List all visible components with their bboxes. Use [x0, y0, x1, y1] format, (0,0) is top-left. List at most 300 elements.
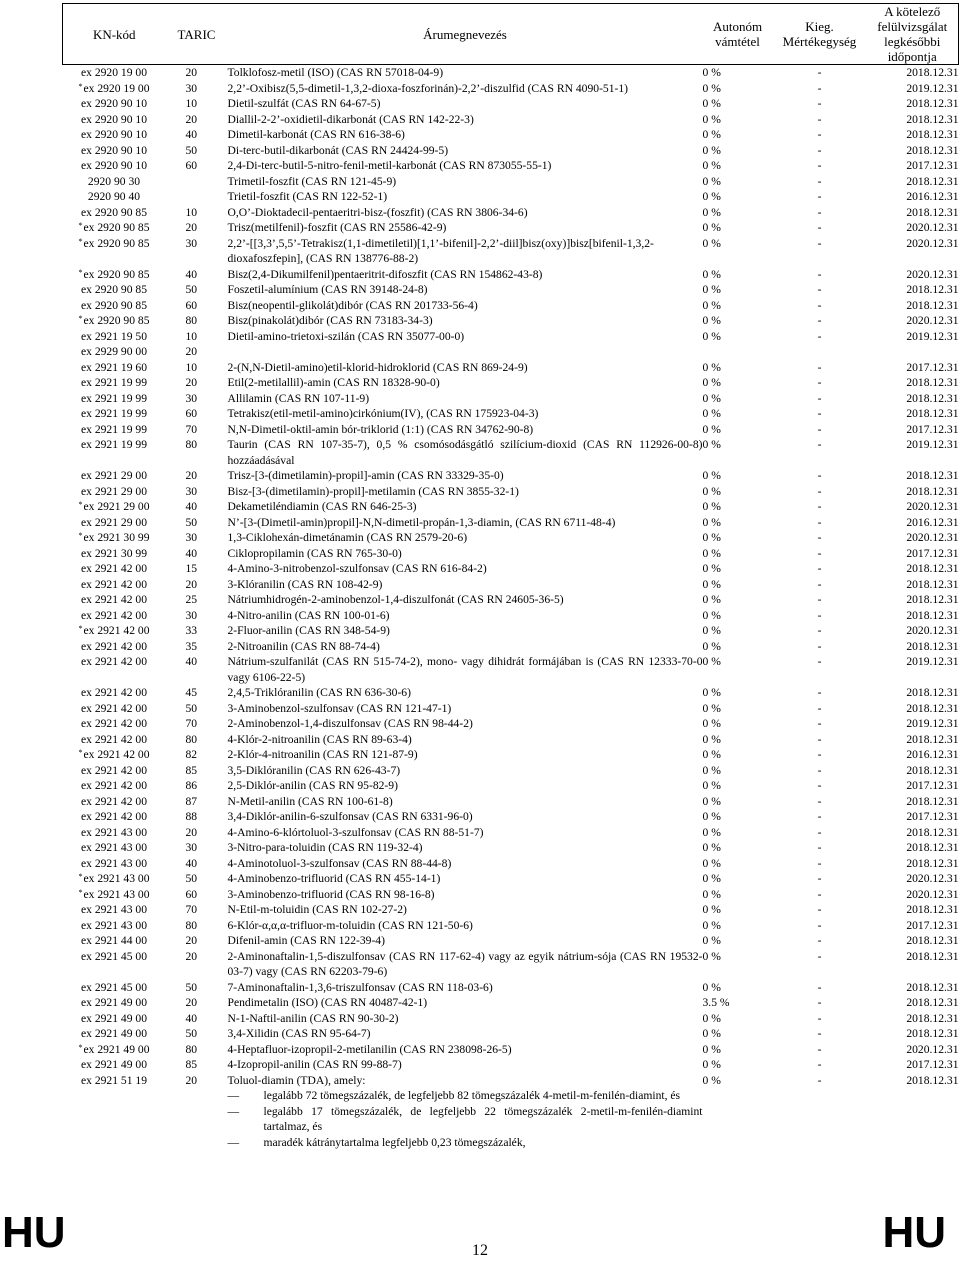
cell-unit: - — [817, 996, 822, 1009]
header-duty: Autonóm vámtétel — [712, 19, 763, 49]
description-text: 4-Amino-6-klórtoluol-3-szulfonsav (CAS RN 88-51-7) — [227, 825, 484, 839]
cell-unit: - — [817, 128, 822, 141]
cell-kn-code — [63, 747, 166, 763]
cell-review-date: 2018.12.31 — [906, 949, 959, 963]
cell-duty: 0 % — [702, 825, 721, 839]
description-text: 4-Amino-3-nitrobenzol-szulfonsav (CAS RN 616-84-2) — [227, 562, 487, 575]
cell-description — [228, 1042, 703, 1058]
cell-taric: 50 — [185, 515, 198, 529]
cell-kn-code — [63, 143, 166, 159]
cell-description — [228, 344, 703, 360]
cell-unit: - — [817, 236, 822, 250]
cell-review-date: 2018.12.31 — [906, 686, 959, 699]
dash-item-text: maradék kátránytartalma legfeljebb 0,23 tömegszázalék, — [263, 1135, 526, 1149]
table-row — [63, 158, 959, 174]
description-text: 2,2’-Oxibisz(5,5-dimetil-1,3,2-dioxa-foszforinán)-2,2’-diszulfid (CAS RN 4090-51-1) — [227, 81, 629, 95]
description-text: N,N-Dimetil-oktil-amin bór-triklorid (1:1) (CAS RN 34762-90-8) — [227, 422, 534, 436]
kn-code-text: ex 2920 19 00 — [80, 66, 147, 79]
cell-review-date: 2020.12.31 — [906, 887, 959, 901]
cell-description — [228, 639, 703, 655]
cell-kn-code — [63, 887, 166, 903]
kn-code-text: ex 2921 42 00 — [80, 562, 147, 575]
kn-code-text: ex 2921 49 00 — [80, 1011, 147, 1025]
kn-code-text: ex 2920 90 85 — [83, 267, 150, 281]
cell-taric: 20 — [185, 996, 198, 1009]
cell-unit: - — [817, 903, 822, 916]
kn-code-text: ex 2921 42 00 — [80, 593, 147, 606]
cell-review-date: 2017.12.31 — [906, 159, 959, 172]
cell-taric: 60 — [185, 298, 198, 312]
cell-kn-code — [63, 639, 166, 655]
cell-taric: 40 — [185, 1011, 198, 1025]
cell-review-date: 2020.12.31 — [906, 500, 959, 513]
header-kn-code: KN-kód — [63, 4, 166, 65]
cell-taric: 50 — [185, 283, 198, 296]
cell-duty: 3.5 % — [702, 996, 730, 1009]
cell-description — [228, 995, 703, 1011]
cell-taric: 25 — [185, 593, 198, 606]
cell-kn-code — [63, 422, 166, 438]
cell-taric: 40 — [185, 267, 198, 281]
kn-code-text: ex 2921 43 00 — [80, 825, 147, 839]
cell-description — [228, 468, 703, 484]
table-row — [63, 871, 959, 887]
description-text: 1,3-Ciklohexán-dimetánamin (CAS RN 2579-20-6) — [227, 531, 468, 544]
cell-taric: 33 — [185, 624, 198, 637]
kn-code-text: ex 2921 49 00 — [80, 1058, 147, 1071]
cell-duty: 0 % — [702, 577, 721, 591]
asterisk-marker: * — [78, 531, 83, 540]
cell-duty: 0 % — [702, 872, 721, 885]
cell-description — [228, 763, 703, 779]
cell-unit: - — [817, 748, 822, 761]
cell-unit: - — [817, 159, 822, 172]
cell-review-date: 2017.12.31 — [906, 810, 959, 823]
cell-taric: 40 — [185, 546, 198, 560]
cell-description — [228, 422, 703, 438]
cell-taric: 35 — [185, 639, 198, 653]
cell-taric: 60 — [185, 407, 198, 420]
table-row — [63, 484, 959, 500]
cell-duty: 0 % — [702, 779, 721, 792]
cell-taric: 80 — [185, 732, 198, 746]
cell-unit: - — [817, 1058, 822, 1071]
cell-review-date: 2018.12.31 — [906, 298, 959, 312]
kn-code-text: ex 2921 42 00 — [80, 686, 147, 699]
cell-description — [228, 608, 703, 624]
cell-duty: 0 % — [702, 376, 721, 389]
cell-kn-code — [63, 902, 166, 918]
cell-description — [228, 701, 703, 717]
cell-review-date: 2018.12.31 — [906, 639, 959, 653]
table-header-row — [63, 4, 959, 65]
table-row — [63, 608, 959, 624]
kn-code-text: ex 2921 42 00 — [80, 577, 147, 591]
table-row — [63, 778, 959, 794]
description-text: Toluol-diamin (TDA), amely: — [227, 1073, 366, 1087]
kn-code-text: 2920 90 30 — [87, 174, 141, 188]
cell-unit: - — [817, 81, 822, 95]
cell-kn-code — [63, 468, 166, 484]
kn-code-text: ex 2921 30 99 — [80, 546, 147, 560]
cell-duty: 0 % — [702, 469, 721, 482]
cell-taric: 80 — [185, 1042, 198, 1056]
cell-taric: 30 — [185, 391, 198, 405]
description-text: Di-terc-butil-dikarbonát (CAS RN 24424-99-5) — [227, 143, 449, 157]
table-row — [63, 701, 959, 717]
cell-taric: 88 — [185, 810, 198, 823]
table-row — [63, 639, 959, 655]
cell-duty: 0 % — [702, 143, 721, 157]
table-row — [63, 685, 959, 701]
table-row — [63, 313, 959, 329]
cell-unit: - — [817, 500, 822, 513]
cell-description — [228, 96, 703, 112]
cell-description — [228, 778, 703, 794]
cell-unit: - — [817, 577, 822, 591]
table-row — [63, 406, 959, 422]
kn-code-text: ex 2921 43 00 — [83, 887, 150, 901]
kn-code-text: ex 2921 45 00 — [80, 949, 147, 963]
cell-kn-code — [63, 205, 166, 221]
asterisk-marker: * — [78, 872, 83, 881]
cell-unit: - — [817, 732, 822, 746]
kn-code-text: ex 2921 49 00 — [80, 1027, 147, 1040]
table-row — [63, 577, 959, 593]
cell-duty: 0 % — [702, 128, 721, 141]
cell-kn-code — [63, 809, 166, 825]
cell-taric: 20 — [185, 1073, 198, 1087]
kn-code-text: ex 2921 43 00 — [80, 903, 147, 916]
table-row — [63, 530, 959, 546]
table-row — [63, 422, 959, 438]
cell-review-date: 2018.12.31 — [906, 701, 959, 715]
cell-description — [228, 1057, 703, 1073]
cell-duty: 0 % — [702, 391, 721, 405]
cell-duty: 0 % — [702, 639, 721, 653]
kn-code-text: ex 2921 19 50 — [80, 329, 147, 343]
cell-taric: 20 — [185, 577, 198, 591]
kn-code-text: ex 2920 90 10 — [80, 143, 147, 157]
cell-kn-code — [63, 406, 166, 422]
cell-taric — [166, 189, 228, 205]
table-row — [63, 561, 959, 577]
kn-code-text: ex 2921 43 00 — [80, 918, 147, 932]
table-row — [63, 1057, 959, 1073]
cell-duty: 0 % — [702, 159, 721, 172]
table-row — [63, 282, 959, 298]
cell-review-date: 2019.12.31 — [906, 81, 959, 95]
cell-kn-code — [63, 561, 166, 577]
kn-code-text: ex 2921 19 99 — [80, 376, 147, 389]
description-text: Dietil-szulfát (CAS RN 64-67-5) — [227, 97, 381, 110]
cell-description — [228, 437, 703, 468]
cell-unit: - — [817, 546, 822, 560]
dash-item-text: legalább 72 tömegszázalék, de legfeljebb 82 tömegszázalék 4-metil-m-fenilén-diamint, és — [263, 1089, 681, 1102]
kn-code-text: ex 2921 43 00 — [80, 841, 147, 854]
cell-description — [228, 158, 703, 174]
cell-kn-code — [63, 1026, 166, 1042]
cell-duty: 0 % — [702, 562, 721, 575]
description-text: 2,2’-[[3,3’,5,5’-Tetrakisz(1,1-dimetiletil)[1,1’-bifenil]-2,2’-diil]bisz(oxy)]bisz[bifenil-1,3,2-dioxafoszfepin], (CAS RN 138776-88-2) — [227, 236, 654, 265]
kn-code-text: ex 2920 90 10 — [80, 128, 147, 141]
cell-duty: 0 % — [702, 174, 721, 188]
description-text: 2-Klór-4-nitroanilin (CAS RN 121-87-9) — [227, 748, 418, 761]
cell-taric: 30 — [185, 484, 198, 498]
description-text: Trimetil-foszfit (CAS RN 121-45-9) — [227, 174, 397, 188]
cell-unit: - — [817, 593, 822, 606]
table-row — [63, 81, 959, 97]
kn-code-text: ex 2921 30 99 — [83, 531, 150, 544]
cell-unit: - — [817, 97, 822, 110]
cell-taric: 50 — [185, 701, 198, 715]
cell-description — [228, 499, 703, 515]
cell-description — [228, 747, 703, 763]
cell-taric: 85 — [185, 763, 198, 777]
cell-review-date: 2020.12.31 — [906, 531, 959, 544]
cell-kn-code — [63, 577, 166, 593]
description-text: 4-Izopropil-anilin (CAS RN 99-88-7) — [227, 1058, 402, 1071]
cell-duty: 0 % — [702, 298, 721, 312]
cell-kn-code — [63, 825, 166, 841]
cell-kn-code — [63, 329, 166, 345]
cell-taric: 15 — [185, 562, 198, 575]
cell-kn-code — [63, 794, 166, 810]
cell-duty: 0 % — [702, 1073, 721, 1087]
dash-bullet: — — [227, 1089, 240, 1102]
cell-unit: - — [817, 66, 822, 79]
cell-description — [228, 1026, 703, 1042]
cell-duty: 0 % — [702, 1027, 721, 1040]
table-row — [63, 329, 959, 345]
kn-code-text: ex 2921 19 60 — [80, 360, 147, 374]
table-row — [63, 468, 959, 484]
kn-code-text: ex 2920 19 00 — [83, 81, 150, 95]
kn-code-text: ex 2920 90 85 — [80, 298, 147, 312]
table-row — [63, 763, 959, 779]
cell-kn-code — [63, 515, 166, 531]
cell-kn-code — [63, 313, 166, 329]
cell-unit: - — [817, 624, 822, 637]
cell-duty: 0 % — [702, 810, 721, 823]
cell-kn-code — [63, 871, 166, 887]
cell-kn-code — [63, 530, 166, 546]
asterisk-marker: * — [78, 748, 83, 757]
asterisk-marker: * — [78, 887, 83, 897]
page-number: 12 — [472, 1242, 488, 1259]
table-row — [63, 499, 959, 515]
table-row — [63, 174, 959, 190]
dash-list-item — [228, 1135, 703, 1151]
cell-duty: 0 % — [702, 686, 721, 699]
cell-description — [228, 530, 703, 546]
table-row — [63, 1011, 959, 1027]
cell-review-date: 2018.12.31 — [906, 794, 959, 808]
cell-taric: 20 — [185, 469, 198, 482]
description-text: Tetrakisz(etil-metil-amino)cirkónium(IV), (CAS RN 175923-04-3) — [227, 407, 539, 420]
kn-code-text: ex 2920 90 85 — [80, 205, 147, 219]
cell-taric: 85 — [185, 1058, 198, 1071]
kn-code-text: ex 2921 29 00 — [80, 515, 147, 529]
header-description: Árumegnevezés — [423, 26, 507, 42]
table-row — [63, 546, 959, 562]
cell-duty: 0 % — [702, 500, 721, 513]
table-row — [63, 933, 959, 949]
cell-unit: - — [817, 779, 822, 792]
cell-review-date: 2018.12.31 — [906, 1011, 959, 1025]
cell-kn-code — [63, 716, 166, 732]
cell-duty: 0 % — [702, 81, 721, 95]
cell-description — [228, 654, 703, 685]
cell-unit: - — [817, 360, 822, 374]
kn-code-text: ex 2921 42 00 — [80, 655, 147, 668]
table-row — [63, 732, 959, 748]
cell-taric: 50 — [185, 1027, 198, 1040]
cell-kn-code — [63, 499, 166, 515]
cell-unit: - — [817, 872, 822, 885]
cell-taric: 80 — [185, 438, 198, 451]
cell-kn-code — [63, 112, 166, 128]
description-text: Allilamin (CAS RN 107-11-9) — [227, 391, 370, 405]
cell-review-date: 2018.12.31 — [906, 484, 959, 498]
cell-review-date: 2017.12.31 — [906, 918, 959, 932]
cell-taric: 50 — [185, 980, 198, 994]
table-row — [63, 375, 959, 391]
table-row — [63, 65, 959, 81]
cell-duty: 0 % — [702, 763, 721, 777]
asterisk-marker: * — [78, 500, 83, 509]
table-row — [63, 918, 959, 934]
kn-code-text: ex 2921 42 00 — [80, 639, 147, 653]
cell-taric: 20 — [185, 934, 198, 947]
table-row — [63, 794, 959, 810]
description-text: Difenil-amin (CAS RN 122-39-4) — [227, 934, 385, 947]
cell-duty: 0 % — [702, 918, 721, 932]
kn-code-text: ex 2920 90 85 — [83, 314, 150, 327]
cell-description — [228, 949, 703, 980]
cell-kn-code — [63, 546, 166, 562]
cell-unit: - — [817, 422, 822, 436]
cell-review-date: 2018.12.31 — [906, 593, 959, 606]
table-row — [63, 623, 959, 639]
cell-review-date: 2018.12.31 — [906, 469, 959, 482]
description-text: 3-Aminobenzo-trifluorid (CAS RN 98-16-8) — [227, 887, 435, 901]
cell-taric: 10 — [185, 329, 198, 343]
table-row — [63, 887, 959, 903]
cell-kn-code — [63, 158, 166, 174]
table-row — [63, 515, 959, 531]
description-text: 3,4-Diklór-anilin-6-szulfonsav (CAS RN 6331-96-0) — [227, 810, 473, 823]
cell-taric: 10 — [185, 205, 198, 219]
cell-review-date: 2018.12.31 — [906, 577, 959, 591]
cell-review-date: 2020.12.31 — [906, 267, 959, 281]
cell-unit: - — [817, 934, 822, 947]
cell-unit: - — [817, 686, 822, 699]
cell-kn-code — [63, 282, 166, 298]
cell-kn-code — [63, 949, 166, 980]
cell-taric: 20 — [185, 376, 198, 389]
cell-description — [228, 825, 703, 841]
cell-review-date: 2018.12.31 — [906, 903, 959, 916]
cell-kn-code — [63, 375, 166, 391]
cell-unit: - — [817, 143, 822, 157]
kn-code-text: ex 2921 19 99 — [80, 407, 147, 420]
cell-review-date: 2018.12.31 — [906, 407, 959, 420]
cell-review-date: 2018.12.31 — [906, 934, 959, 947]
description-text: N-Etil-m-toluidin (CAS RN 102-27-2) — [227, 903, 407, 916]
dash-bullet: — — [227, 1104, 240, 1118]
cell-description — [228, 65, 703, 81]
cell-description — [228, 282, 703, 298]
description-text: 4-Aminobenzo-trifluorid (CAS RN 455-14-1) — [227, 872, 441, 885]
description-text: O,O’-Dioktadecil-pentaeritri-bisz-(foszfit) (CAS RN 3806-34-6) — [227, 205, 528, 219]
cell-taric: 20 — [185, 949, 198, 963]
cell-description — [228, 980, 703, 996]
kn-code-text: ex 2929 90 00 — [80, 345, 147, 358]
cell-description — [228, 329, 703, 345]
table-row — [63, 1073, 959, 1151]
cell-description — [228, 716, 703, 732]
cell-taric: 45 — [185, 686, 198, 699]
header-taric: TARIC — [177, 26, 216, 42]
cell-review-date: 2018.12.31 — [906, 283, 959, 296]
cell-description — [228, 856, 703, 872]
cell-review-date: 2018.12.31 — [906, 996, 959, 1009]
cell-kn-code — [63, 732, 166, 748]
cell-duty: 0 % — [702, 1058, 721, 1071]
description-text: 3,4-Xilidin (CAS RN 95-64-7) — [227, 1027, 371, 1040]
cell-duty: 0 % — [702, 236, 721, 250]
table-row — [63, 747, 959, 763]
cell-unit: - — [817, 949, 822, 963]
cell-unit: - — [817, 515, 822, 529]
footer-country-code-left: HU — [2, 1208, 66, 1257]
cell-taric: 70 — [185, 717, 198, 730]
cell-review-date: 2018.12.31 — [906, 1027, 959, 1040]
kn-code-text: ex 2920 90 10 — [80, 97, 147, 110]
kn-code-text: ex 2921 42 00 — [80, 763, 147, 777]
kn-code-text: ex 2921 42 00 — [83, 748, 150, 761]
description-text: Dietil-amino-trietoxi-szilán (CAS RN 35077-00-0) — [227, 329, 465, 343]
cell-duty: 0 % — [702, 856, 721, 870]
cell-unit: - — [817, 717, 822, 730]
cell-review-date: 2017.12.31 — [906, 546, 959, 560]
cell-description — [228, 313, 703, 329]
table-row — [63, 205, 959, 221]
cell-taric: 50 — [185, 872, 198, 885]
header-unit: Kieg. Mértékegység — [782, 19, 857, 49]
description-text: 2-(N,N-Dietil-amino)etil-klorid-hidroklorid (CAS RN 869-24-9) — [227, 360, 528, 374]
cell-review-date: 2018.12.31 — [906, 608, 959, 622]
description-text: 3-Aminobenzol-szulfonsav (CAS RN 121-47-1) — [227, 701, 452, 715]
cell-duty: 0 % — [702, 717, 721, 730]
cell-unit: - — [817, 469, 822, 482]
kn-code-text: ex 2921 42 00 — [80, 794, 147, 808]
table-row — [63, 1042, 959, 1058]
cell-description — [228, 809, 703, 825]
cell-duty: 0 % — [702, 655, 721, 668]
cell-taric: 30 — [185, 608, 198, 622]
cell-description — [228, 484, 703, 500]
kn-code-text: ex 2921 43 00 — [83, 872, 150, 885]
description-text: Foszetil-alumínium (CAS RN 39148-24-8) — [227, 283, 428, 296]
table-row — [63, 840, 959, 856]
cell-description — [228, 236, 703, 267]
cell-duty: 0 % — [702, 515, 721, 529]
cell-duty: 0 % — [702, 360, 721, 374]
cell-review-date: 2018.12.31 — [906, 112, 959, 126]
cell-description — [228, 623, 703, 639]
